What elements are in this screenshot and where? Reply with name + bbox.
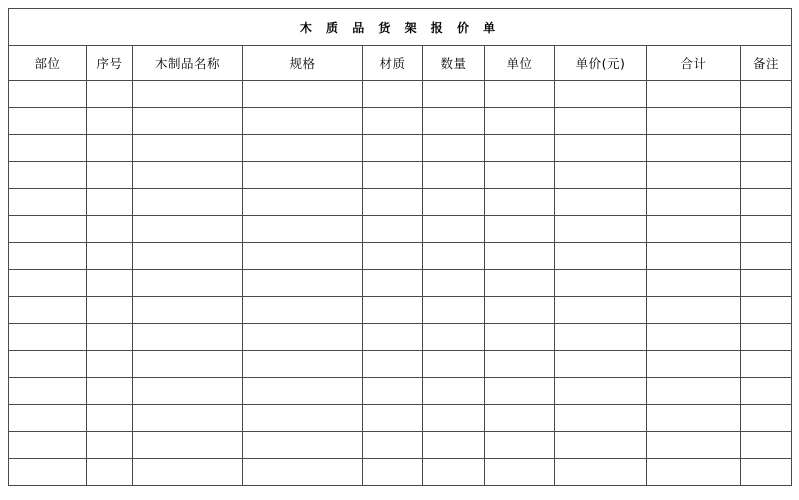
column-header-row (9, 46, 792, 81)
cell-index[interactable] (87, 108, 133, 135)
cell-name[interactable] (133, 162, 243, 189)
cell-part[interactable] (9, 216, 87, 243)
cell-quantity[interactable] (423, 378, 485, 405)
cell-quantity[interactable] (423, 81, 485, 108)
table-row[interactable] (9, 432, 792, 459)
cell-total[interactable] (647, 270, 741, 297)
cell-part[interactable] (9, 81, 87, 108)
cell-material[interactable] (363, 81, 423, 108)
cell-remark[interactable] (741, 459, 792, 486)
cell-index[interactable] (87, 459, 133, 486)
cell-remark[interactable] (741, 108, 792, 135)
table-row[interactable] (9, 405, 792, 432)
cell-remark[interactable] (741, 270, 792, 297)
cell-price[interactable] (555, 432, 647, 459)
cell-quantity[interactable] (423, 135, 485, 162)
cell-total[interactable] (647, 108, 741, 135)
cell-remark[interactable] (741, 432, 792, 459)
cell-material[interactable] (363, 324, 423, 351)
cell-index[interactable] (87, 216, 133, 243)
cell-part[interactable] (9, 270, 87, 297)
cell-spec[interactable] (243, 81, 363, 108)
cell-material[interactable] (363, 108, 423, 135)
cell-quantity[interactable] (423, 216, 485, 243)
cell-name[interactable] (133, 297, 243, 324)
table-row[interactable] (9, 81, 792, 108)
cell-unit[interactable] (485, 351, 555, 378)
cell-name[interactable] (133, 432, 243, 459)
quotation-table (8, 8, 792, 486)
column-header-quantity: 数量 (423, 46, 485, 81)
cell-price[interactable] (555, 297, 647, 324)
cell-unit[interactable] (485, 189, 555, 216)
table-row[interactable] (9, 270, 792, 297)
cell-part[interactable] (9, 459, 87, 486)
cell-spec[interactable] (243, 108, 363, 135)
cell-index[interactable] (87, 378, 133, 405)
cell-quantity[interactable] (423, 459, 485, 486)
cell-quantity[interactable] (423, 324, 485, 351)
table-row[interactable] (9, 324, 792, 351)
cell-name[interactable] (133, 459, 243, 486)
cell-spec[interactable] (243, 459, 363, 486)
cell-part[interactable] (9, 432, 87, 459)
cell-quantity[interactable] (423, 405, 485, 432)
cell-quantity[interactable] (423, 432, 485, 459)
cell-name[interactable] (133, 135, 243, 162)
cell-unit[interactable] (485, 297, 555, 324)
cell-quantity[interactable] (423, 270, 485, 297)
cell-unit[interactable] (485, 216, 555, 243)
cell-remark[interactable] (741, 378, 792, 405)
column-header-part: 部位 (9, 46, 87, 81)
cell-unit[interactable] (485, 108, 555, 135)
cell-spec[interactable] (243, 216, 363, 243)
cell-name[interactable] (133, 189, 243, 216)
cell-price[interactable] (555, 270, 647, 297)
cell-remark[interactable] (741, 297, 792, 324)
cell-unit[interactable] (485, 405, 555, 432)
cell-price[interactable] (555, 351, 647, 378)
table-row[interactable] (9, 297, 792, 324)
cell-quantity[interactable] (423, 297, 485, 324)
document-title: 木 质 品 货 架 报 价 单 (9, 9, 792, 46)
cell-material[interactable] (363, 216, 423, 243)
cell-price[interactable] (555, 378, 647, 405)
cell-quantity[interactable] (423, 351, 485, 378)
cell-unit[interactable] (485, 135, 555, 162)
column-header-price: 单价(元) (555, 46, 647, 81)
cell-index[interactable] (87, 432, 133, 459)
cell-spec[interactable] (243, 405, 363, 432)
cell-total[interactable] (647, 432, 741, 459)
cell-index[interactable] (87, 243, 133, 270)
cell-remark[interactable] (741, 243, 792, 270)
cell-material[interactable] (363, 405, 423, 432)
cell-index[interactable] (87, 162, 133, 189)
cell-spec[interactable] (243, 162, 363, 189)
cell-part[interactable] (9, 162, 87, 189)
cell-material[interactable] (363, 459, 423, 486)
cell-part[interactable] (9, 297, 87, 324)
cell-price[interactable] (555, 243, 647, 270)
table-row[interactable] (9, 162, 792, 189)
table-row[interactable] (9, 135, 792, 162)
cell-spec[interactable] (243, 135, 363, 162)
table-row[interactable] (9, 378, 792, 405)
cell-unit[interactable] (485, 243, 555, 270)
column-header-name: 木制品名称 (133, 46, 243, 81)
cell-price[interactable] (555, 216, 647, 243)
cell-price[interactable] (555, 81, 647, 108)
cell-spec[interactable] (243, 324, 363, 351)
cell-remark[interactable] (741, 405, 792, 432)
cell-remark[interactable] (741, 324, 792, 351)
cell-remark[interactable] (741, 216, 792, 243)
column-header-spec: 规格 (243, 46, 363, 81)
cell-index[interactable] (87, 81, 133, 108)
cell-price[interactable] (555, 162, 647, 189)
cell-price[interactable] (555, 189, 647, 216)
cell-index[interactable] (87, 324, 133, 351)
cell-spec[interactable] (243, 432, 363, 459)
cell-quantity[interactable] (423, 189, 485, 216)
cell-part[interactable] (9, 108, 87, 135)
cell-unit[interactable] (485, 162, 555, 189)
cell-price[interactable] (555, 108, 647, 135)
cell-unit[interactable] (485, 432, 555, 459)
cell-part[interactable] (9, 405, 87, 432)
column-header-material: 材质 (363, 46, 423, 81)
cell-remark[interactable] (741, 351, 792, 378)
cell-unit[interactable] (485, 459, 555, 486)
table-row[interactable] (9, 216, 792, 243)
cell-spec[interactable] (243, 378, 363, 405)
cell-index[interactable] (87, 189, 133, 216)
cell-name[interactable] (133, 81, 243, 108)
cell-unit[interactable] (485, 81, 555, 108)
cell-spec[interactable] (243, 297, 363, 324)
cell-total[interactable] (647, 81, 741, 108)
cell-material[interactable] (363, 135, 423, 162)
cell-material[interactable] (363, 189, 423, 216)
title-row (9, 9, 792, 46)
cell-material[interactable] (363, 297, 423, 324)
cell-remark[interactable] (741, 162, 792, 189)
cell-name[interactable] (133, 405, 243, 432)
cell-total[interactable] (647, 243, 741, 270)
cell-part[interactable] (9, 243, 87, 270)
cell-total[interactable] (647, 378, 741, 405)
cell-quantity[interactable] (423, 162, 485, 189)
cell-price[interactable] (555, 405, 647, 432)
cell-index[interactable] (87, 270, 133, 297)
cell-index[interactable] (87, 135, 133, 162)
cell-remark[interactable] (741, 81, 792, 108)
cell-name[interactable] (133, 108, 243, 135)
cell-total[interactable] (647, 189, 741, 216)
cell-index[interactable] (87, 405, 133, 432)
cell-total[interactable] (647, 324, 741, 351)
cell-remark[interactable] (741, 189, 792, 216)
cell-part[interactable] (9, 189, 87, 216)
cell-total[interactable] (647, 405, 741, 432)
column-header-remark: 备注 (741, 46, 792, 81)
cell-material[interactable] (363, 378, 423, 405)
cell-index[interactable] (87, 297, 133, 324)
cell-name[interactable] (133, 378, 243, 405)
cell-name[interactable] (133, 351, 243, 378)
cell-name[interactable] (133, 216, 243, 243)
column-header-index: 序号 (87, 46, 133, 81)
cell-material[interactable] (363, 243, 423, 270)
cell-unit[interactable] (485, 378, 555, 405)
cell-total[interactable] (647, 216, 741, 243)
column-header-total: 合计 (647, 46, 741, 81)
table-row[interactable] (9, 243, 792, 270)
cell-quantity[interactable] (423, 108, 485, 135)
cell-part[interactable] (9, 351, 87, 378)
cell-material[interactable] (363, 270, 423, 297)
cell-quantity[interactable] (423, 243, 485, 270)
table-row[interactable] (9, 189, 792, 216)
cell-index[interactable] (87, 351, 133, 378)
cell-total[interactable] (647, 351, 741, 378)
cell-spec[interactable] (243, 351, 363, 378)
cell-remark[interactable] (741, 135, 792, 162)
cell-spec[interactable] (243, 189, 363, 216)
cell-total[interactable] (647, 162, 741, 189)
cell-material[interactable] (363, 351, 423, 378)
cell-material[interactable] (363, 432, 423, 459)
cell-part[interactable] (9, 135, 87, 162)
cell-name[interactable] (133, 243, 243, 270)
cell-part[interactable] (9, 378, 87, 405)
table-row[interactable] (9, 351, 792, 378)
cell-price[interactable] (555, 324, 647, 351)
cell-unit[interactable] (485, 270, 555, 297)
cell-unit[interactable] (485, 324, 555, 351)
cell-total[interactable] (647, 459, 741, 486)
cell-total[interactable] (647, 135, 741, 162)
cell-price[interactable] (555, 135, 647, 162)
cell-spec[interactable] (243, 270, 363, 297)
table-row[interactable] (9, 459, 792, 486)
cell-price[interactable] (555, 459, 647, 486)
cell-material[interactable] (363, 162, 423, 189)
cell-name[interactable] (133, 270, 243, 297)
table-row[interactable] (9, 108, 792, 135)
cell-name[interactable] (133, 324, 243, 351)
cell-spec[interactable] (243, 243, 363, 270)
cell-part[interactable] (9, 324, 87, 351)
cell-total[interactable] (647, 297, 741, 324)
column-header-unit: 单位 (485, 46, 555, 81)
